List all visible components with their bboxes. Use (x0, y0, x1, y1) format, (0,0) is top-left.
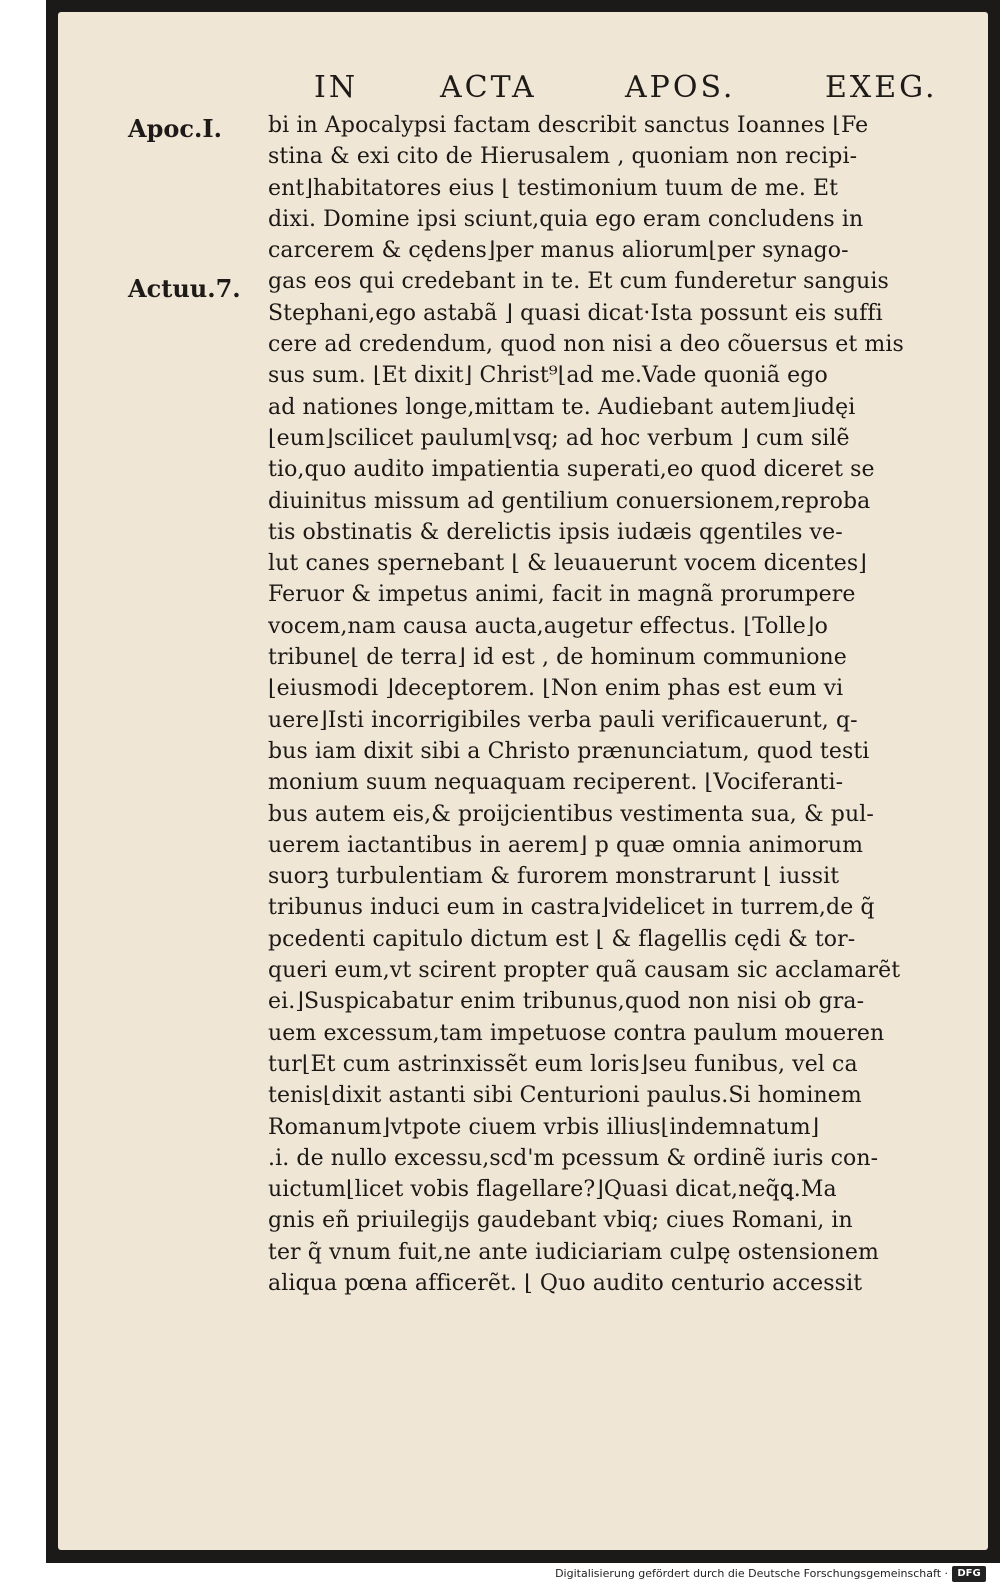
text-line: vocem,nam causa aucta,augetur effectus. ⌊Tolle⌋o (268, 613, 828, 639)
text-line: ter q̃ vnum fuit,ne ante iudiciariam culpę ostensionem (268, 1239, 879, 1265)
text-line: dixi. Domine ipsi sciunt,quia ego eram concludens in (268, 206, 864, 232)
text-line: Romanum⌋vtpote ciuem vrbis illius⌊indemnatum⌋ (268, 1114, 820, 1140)
text-line: Stephani,ego astabã ⌋ quasi dicat·Ista possunt eis suffi (268, 300, 883, 326)
text-line: monium suum nequaquam reciperent. ⌊Vociferanti- (268, 770, 844, 796)
text-line: aliqua pœna afficerẽt. ⌊ Quo audito centurio accessit (268, 1270, 863, 1296)
running-header (300, 70, 980, 110)
dfg-logo: DFG (952, 1566, 986, 1582)
text-line: uerem iactantibus in aerem⌋ p quæ omnia animorum (268, 832, 864, 858)
header-word-3: APOS. (625, 70, 736, 105)
text-line: ei.⌋Suspicabatur enim tribunus,quod non nisi ob gra- (268, 989, 865, 1015)
text-line: gas eos qui credebant in te. Et cum funderetur sanguis (268, 269, 889, 295)
text-line: .i. de nullo excessu,scd'm pcessum & ordinẽ iuris con- (268, 1145, 879, 1171)
body-text (268, 110, 958, 1299)
text-line: ⌊eiusmodi ⌋deceptorem. ⌊Non enim phas est eum vi (268, 676, 844, 702)
margin-note-apoc: Apoc.I. (128, 114, 222, 143)
text-line: bus autem eis,& proijcientibus vestimenta sua, & pul- (268, 801, 874, 827)
header-word-1: IN (314, 70, 359, 105)
text-line: pcedenti capitulo dictum est ⌊ & flagellis cędi & tor- (268, 926, 856, 952)
text-line: tis obstinatis & derelictis ipsis iudæis qgentiles ve- (268, 519, 843, 545)
text-line: diuinitus missum ad gentilium conuersionem,reproba (268, 488, 871, 514)
margin-note-actuu: Actuu.7. (128, 274, 241, 303)
text-line: queri eum,vt scirent propter quã causam sic acclamarẽt (268, 958, 901, 984)
text-line: gnis eñ priuilegijs gaudebant vbiq; ciues Romani, in (268, 1208, 853, 1234)
text-line: stina & exi cito de Hierusalem , quoniam non recipi- (268, 144, 858, 170)
footer-credit: Digitalisierung gefördert durch die Deutsche Forschungsgemeinschaft · (555, 1567, 948, 1580)
text-line: suorꝫ turbulentiam & furorem monstrarunt ⌊ iussit (268, 864, 840, 890)
text-line: tribune⌊ de terra⌋ id est , de hominum communione (268, 645, 847, 671)
header-word-2: ACTA (440, 70, 537, 105)
footer-bar (0, 1563, 1000, 1587)
text-line: uictum⌊licet vobis flagellare?⌋Quasi dicat,neq̃ꝗ.Ma (268, 1177, 837, 1203)
header-word-4: EXEG. (825, 70, 938, 105)
text-line: tribunus induci eum in castra⌋videlicet in turrem,de q̃ (268, 895, 875, 921)
text-line: ent⌋habitatores eius ⌊ testimonium tuum de me. Et (268, 175, 839, 201)
text-line: tio,quo audito impatientia superati,eo quod diceret se (268, 457, 875, 483)
text-line: uere⌋Isti incorrigibiles verba pauli verificauerunt, q- (268, 707, 858, 733)
text-line: cere ad credendum, quod non nisi a deo cõuersus et mis (268, 332, 904, 358)
text-line: tenis⌊dixit astanti sibi Centurioni paulus.Si hominem (268, 1083, 862, 1109)
text-line: bus iam dixit sibi a Christo prænunciatum, quod testi (268, 738, 870, 764)
text-line: carcerem & cędens⌋per manus aliorum⌊per synago- (268, 238, 849, 264)
text-line: lut canes spernebant ⌊ & leuauerunt vocem dicentes⌋ (268, 551, 867, 577)
text-line: uem excessum,tam impetuose contra paulum moueren (268, 1020, 885, 1046)
text-line: Feruor & impetus animi, facit in magnã prorumpere (268, 582, 856, 608)
text-line: ⌊eum⌋scilicet paulum⌊vsq; ad hoc verbum ⌋ cum silẽ (268, 425, 850, 451)
text-line: tur⌊Et cum astrinxissẽt eum loris⌋seu funibus, vel ca (268, 1051, 858, 1077)
text-line: sus sum. ⌊Et dixit⌋ Christ⁹⌊ad me.Vade quoniã ego (268, 363, 828, 389)
text-line: ad nationes longe,mittam te. Audiebant autem⌋iudęi (268, 394, 856, 420)
text-line: bi in Apocalypsi factam describit sanctus Ioannes ⌊Fe (268, 113, 869, 138)
